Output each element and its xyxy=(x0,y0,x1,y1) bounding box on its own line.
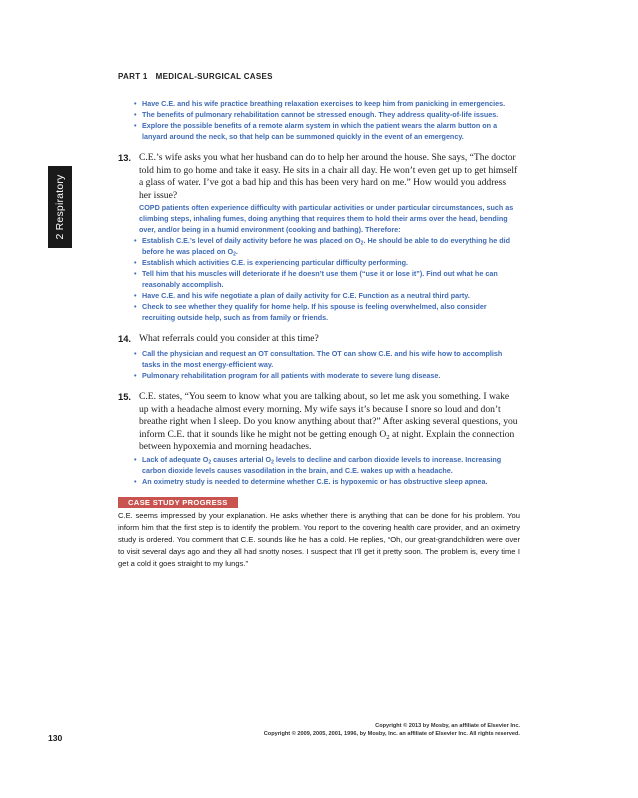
answer-bullet: • Establish which activities C.E. is experiencing particular difficulty performing. xyxy=(134,258,409,268)
answer-bullet: • The benefits of pulmonary rehabilitation cannot be stressed enough. They address quality-of-life issues. xyxy=(134,110,499,119)
question-13 xyxy=(118,152,520,202)
answer-bullet: • Pulmonary rehabilitation program for all patients with moderate to severe lung disease. xyxy=(134,370,441,380)
copyright-notice xyxy=(264,722,520,738)
question-number: 15. xyxy=(118,390,132,402)
running-head-part: PART 1 xyxy=(118,72,148,81)
answer-bullet: • An oximetry study is needed to determine whether C.E. is hypoxemic or has obstructive sleep apnea. xyxy=(134,476,488,486)
question-number: 13. xyxy=(118,152,132,163)
copyright-line-1: Copyright © 2013 by Mosby, an affiliate of Elsevier Inc. xyxy=(375,723,520,729)
question-14 xyxy=(118,333,520,346)
q15-answer-list xyxy=(118,454,520,487)
chapter-side-tab xyxy=(48,166,72,248)
question-text: C.E.’s wife asks you what her husband can do to help her around the house. She says, “The doctor told him to go home and take it easy. He sits in a chair all day. He won’t even get up to get himself a glass of water. I’ve got a bad hip and this has been very hard on me.” How would you address her issue? xyxy=(139,152,518,201)
question-15: 15. C.E. states, “You seem to know what you are talking about, so let me ask you something. I wake up with a headache almost every morning. My wife says it’s because I snore so loud and don’t breathe right when I sleep. Do you know anything about that?” After asking several questions, you inform C.E. that it sounds like he might not be getting enough $O_2$ at night. Explain the connection between hypoxemia and morning headaches. xyxy=(118,390,518,453)
top-answer-list xyxy=(118,98,520,142)
q14-answer-list xyxy=(118,348,520,381)
running-head xyxy=(118,72,273,81)
chapter-side-tab-label: 2 Respiratory xyxy=(54,174,66,240)
running-head-title: MEDICAL-SURGICAL CASES xyxy=(155,72,273,81)
answer-bullet: • Check to see whether they qualify for home help. If his spouse is feeling overwhelmed, also consider recruiting outside help, such as from family or friends. xyxy=(134,302,487,323)
answer-intro: COPD patients often experience difficulty with particular activities or under particular circumstances, such as climbing steps, inhaling fumes, doing anything that requires them to hold their arms over the head, bending over, and/or being in a humid environment (cooking and bathing). Therefore: xyxy=(139,203,514,235)
page-content xyxy=(118,98,520,570)
answer-bullet: • Explore the possible benefits of a remote alarm system in which the patient wears the alarm button on a lanyard around the neck, so that help can be summoned quickly in the event of an emergency. xyxy=(134,121,498,141)
answer-bullet: • Establish C.E.’s level of daily activity before he was placed on $O_2$. He should be able to do everything he did before he was placed on $O_2$. xyxy=(134,236,511,258)
q13-answer-list xyxy=(118,235,520,323)
question-number: 14. xyxy=(118,333,132,345)
page-number: 130 xyxy=(48,733,63,743)
question-text: What referrals could you consider at this time? xyxy=(139,333,319,345)
answer-bullet: • Lack of adequate $O_2$ causes arterial $O_2$ levels to decline and carbon dioxide levels to increase. Increasing carbon dioxide levels causes vasodilation in the brain, and C.E. wakes up with a headache. xyxy=(134,454,502,475)
answer-bullet: • Have C.E. and his wife negotiate a plan of daily activity for C.E. Function as a neutral third party. xyxy=(134,291,470,301)
answer-bullet: • Tell him that his muscles will deteriorate if he doesn’t use them (“use it or lose it”). Find out what he can reasonably accomplish. xyxy=(134,269,498,290)
answer-bullet: • Have C.E. and his wife practice breathing relaxation exercises to keep him from panicking in emergencies. xyxy=(134,99,506,108)
case-study-progress-text: C.E. seems impressed by your explanation. He asks whether there is anything that can be done for his problem. You inform him that the first step is to identify the problem. You report to the covering health care provider, and an oximetry study is ordered. You comment that C.E. sounds like he has a cold. He replies, “Oh, our great-grandchildren were over to visit several days ago and they all had snotty noses. I suspect that I’ll get it pretty soon. The problem is, every time I get a cold it goes straight to my lungs.” xyxy=(118,510,520,568)
copyright-line-2: Copyright © 2009, 2005, 2001, 1996, by Mosby, Inc. an affiliate of Elsevier Inc. All rights reserved. xyxy=(263,731,520,737)
answer-bullet: • Call the physician and request an OT consultation. The OT can show C.E. and his wife how to accomplish tasks in the most energy-efficient way. xyxy=(134,348,503,369)
case-study-progress-banner: CASE STUDY PROGRESS xyxy=(118,497,238,508)
